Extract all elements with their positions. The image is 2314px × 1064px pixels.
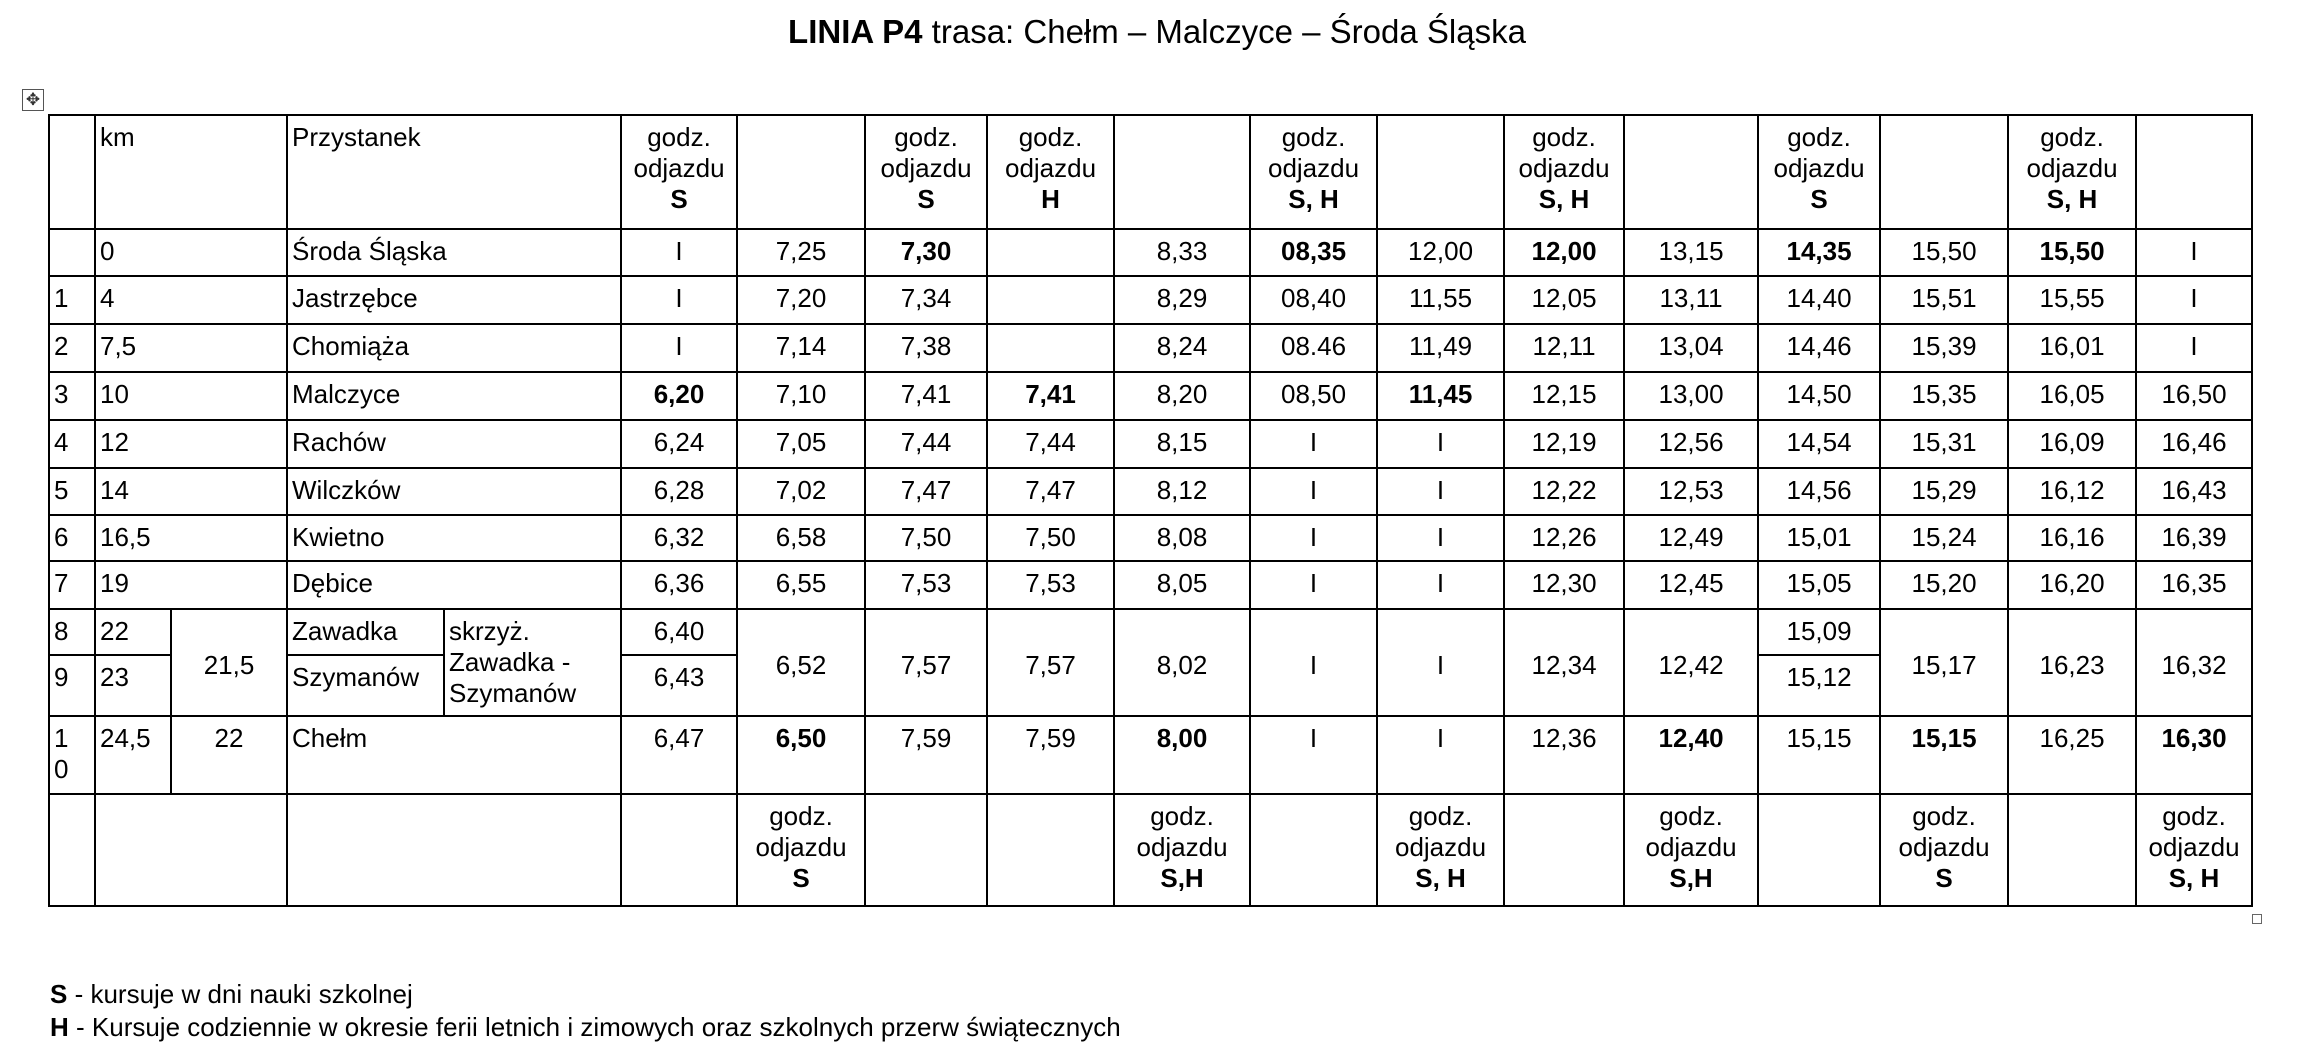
time-cell: 08.46	[1250, 324, 1377, 372]
time-cell: 14,35	[1758, 229, 1880, 276]
timetable	[48, 114, 2253, 907]
time-cell: 16,05	[2008, 372, 2136, 420]
time-cell: 08,35	[1250, 229, 1377, 276]
time-cell: 14,40	[1758, 276, 1880, 324]
footer-empty	[987, 794, 1114, 906]
row-lp: 2	[49, 324, 95, 372]
row-lp: 3	[49, 372, 95, 420]
time-cell: I	[1377, 609, 1504, 716]
time-cell: 15,51	[1880, 276, 2008, 324]
time-cell: 16,12	[2008, 468, 2136, 515]
header-empty	[1114, 115, 1250, 229]
row-lp: 6	[49, 515, 95, 561]
row-km: 12	[95, 420, 287, 468]
footer-dep-sh: godz. odjazdu S,H	[1114, 794, 1250, 906]
row-km: 22	[95, 609, 171, 655]
table-row	[49, 372, 2252, 420]
time-cell: 12,40	[1624, 716, 1758, 794]
time-cell: I	[1250, 609, 1377, 716]
table-move-handle-icon[interactable]: ✥	[22, 89, 44, 111]
time-cell: 8,08	[1114, 515, 1250, 561]
time-cell: 7,53	[865, 561, 987, 609]
header-lp	[49, 115, 95, 229]
time-cell: 8,00	[1114, 716, 1250, 794]
time-cell: 6,52	[737, 609, 865, 716]
time-cell: I	[1250, 561, 1377, 609]
time-cell: I	[1377, 561, 1504, 609]
time-cell: I	[621, 229, 737, 276]
time-cell: 7,34	[865, 276, 987, 324]
time-cell: 16,09	[2008, 420, 2136, 468]
time-cell: 13,15	[1624, 229, 1758, 276]
header-row	[49, 115, 2252, 229]
time-cell: 8,12	[1114, 468, 1250, 515]
header-empty	[1377, 115, 1504, 229]
time-cell: I	[2136, 229, 2252, 276]
row-stop: Chomiąża	[287, 324, 621, 372]
time-cell: I	[1250, 515, 1377, 561]
row-km-alt: 22	[171, 716, 287, 794]
time-cell: 6,55	[737, 561, 865, 609]
time-cell: 7,50	[987, 515, 1114, 561]
time-cell: 16,23	[2008, 609, 2136, 716]
time-cell	[987, 229, 1114, 276]
row-stop: Jastrzębce	[287, 276, 621, 324]
footer-empty	[2008, 794, 2136, 906]
time-cell: 13,00	[1624, 372, 1758, 420]
time-cell: 12,11	[1504, 324, 1624, 372]
row-km: 24,5	[95, 716, 171, 794]
legend-item-h: H - Kursuje codziennie w okresie ferii letnich i zimowych oraz szkolnych przerw świątecznych	[50, 1012, 1121, 1042]
header-dep-s: godz. odjazdu S	[621, 115, 737, 229]
row-km: 10	[95, 372, 287, 420]
time-cell: 7,25	[737, 229, 865, 276]
time-cell: 6,28	[621, 468, 737, 515]
time-cell: 15,31	[1880, 420, 2008, 468]
time-cell: 7,41	[987, 372, 1114, 420]
time-cell: I	[1377, 420, 1504, 468]
time-cell: 7,59	[987, 716, 1114, 794]
time-cell: 6,20	[621, 372, 737, 420]
time-cell: 16,25	[2008, 716, 2136, 794]
time-cell: 7,57	[987, 609, 1114, 716]
time-cell: 12,26	[1504, 515, 1624, 561]
time-cell: I	[1250, 468, 1377, 515]
time-cell: 14,50	[1758, 372, 1880, 420]
time-cell: 6,32	[621, 515, 737, 561]
row-stop: Rachów	[287, 420, 621, 468]
header-km: km	[95, 115, 287, 229]
time-cell	[987, 276, 1114, 324]
footer-header-row	[49, 794, 2252, 906]
row-lp: 9	[49, 655, 95, 716]
time-cell: 12,00	[1504, 229, 1624, 276]
time-cell: 7,50	[865, 515, 987, 561]
time-cell: 8,20	[1114, 372, 1250, 420]
row-km: 16,5	[95, 515, 287, 561]
row-lp: 5	[49, 468, 95, 515]
time-cell: 15,29	[1880, 468, 2008, 515]
header-dep-sh: godz. odjazdu S, H	[2008, 115, 2136, 229]
row-stop: Wilczków	[287, 468, 621, 515]
footer-empty	[1758, 794, 1880, 906]
row-km-alt: 21,5	[171, 609, 287, 716]
route-description: trasa: Chełm – Malczyce – Środa Śląska	[922, 13, 1526, 50]
time-cell: 15,24	[1880, 515, 2008, 561]
time-cell: 16,30	[2136, 716, 2252, 794]
time-cell: 15,09	[1758, 609, 1880, 655]
table-row	[49, 420, 2252, 468]
time-cell: 6,24	[621, 420, 737, 468]
line-number: LINIA P4	[788, 13, 923, 50]
time-cell: 16,20	[2008, 561, 2136, 609]
header-empty	[2136, 115, 2252, 229]
row-lp	[49, 229, 95, 276]
time-cell: 8,15	[1114, 420, 1250, 468]
footer-empty	[287, 794, 621, 906]
footer-dep-s: godz. odjazdu S	[1880, 794, 2008, 906]
time-cell: 15,05	[1758, 561, 1880, 609]
time-cell	[987, 324, 1114, 372]
time-cell: 7,20	[737, 276, 865, 324]
row-stop: Chełm	[287, 716, 621, 794]
time-cell: 12,42	[1624, 609, 1758, 716]
time-cell: 15,35	[1880, 372, 2008, 420]
table-row	[49, 468, 2252, 515]
legend-item-s: S - kursuje w dni nauki szkolnej	[50, 979, 413, 1009]
row-lp: 8	[49, 609, 95, 655]
header-dep-s: godz. odjazdu S	[1758, 115, 1880, 229]
table-row	[49, 324, 2252, 372]
time-cell: 7,38	[865, 324, 987, 372]
time-cell: 11,45	[1377, 372, 1504, 420]
time-cell: 7,47	[987, 468, 1114, 515]
time-cell: I	[1250, 716, 1377, 794]
time-cell: 7,44	[865, 420, 987, 468]
time-cell: I	[1250, 420, 1377, 468]
time-cell: 7,02	[737, 468, 865, 515]
time-cell: I	[2136, 324, 2252, 372]
time-cell: 8,02	[1114, 609, 1250, 716]
row-stop: Kwietno	[287, 515, 621, 561]
time-cell: 15,15	[1758, 716, 1880, 794]
header-dep-sh: godz. odjazdu S, H	[1250, 115, 1377, 229]
row-lp: 1	[49, 276, 95, 324]
time-cell: 16,16	[2008, 515, 2136, 561]
footer-empty	[1250, 794, 1377, 906]
table-row	[49, 515, 2252, 561]
junction-label: skrzyż. Zawadka - Szymanów	[444, 609, 621, 716]
time-cell: 7,14	[737, 324, 865, 372]
time-cell: 7,57	[865, 609, 987, 716]
time-cell: 14,46	[1758, 324, 1880, 372]
time-cell: I	[1377, 515, 1504, 561]
time-cell: 6,47	[621, 716, 737, 794]
footer-dep-sh: godz. odjazdu S, H	[2136, 794, 2252, 906]
time-cell: 12,00	[1377, 229, 1504, 276]
time-cell: 7,44	[987, 420, 1114, 468]
time-cell: 11,55	[1377, 276, 1504, 324]
row-stop: Dębice	[287, 561, 621, 609]
row-km: 0	[95, 229, 287, 276]
time-cell: 12,56	[1624, 420, 1758, 468]
time-cell: 15,50	[1880, 229, 2008, 276]
footer-empty	[49, 794, 95, 906]
time-cell: 16,50	[2136, 372, 2252, 420]
time-cell: I	[1377, 468, 1504, 515]
footer-dep-s: godz. odjazdu S	[737, 794, 865, 906]
time-cell: 6,36	[621, 561, 737, 609]
time-cell: 14,56	[1758, 468, 1880, 515]
row-km: 7,5	[95, 324, 287, 372]
time-cell: 12,34	[1504, 609, 1624, 716]
footer-dep-sh: godz. odjazdu S,H	[1624, 794, 1758, 906]
time-cell: 8,05	[1114, 561, 1250, 609]
time-cell: 12,36	[1504, 716, 1624, 794]
time-cell: 08,40	[1250, 276, 1377, 324]
row-lp: 7	[49, 561, 95, 609]
legend	[50, 978, 1121, 1044]
row-stop: Zawadka	[287, 609, 444, 655]
time-cell: 16,35	[2136, 561, 2252, 609]
time-cell: 12,19	[1504, 420, 1624, 468]
footer-empty	[95, 794, 287, 906]
time-cell: 15,12	[1758, 655, 1880, 716]
header-dep-h: godz. odjazdu H	[987, 115, 1114, 229]
time-cell: 12,05	[1504, 276, 1624, 324]
time-cell: 12,53	[1624, 468, 1758, 515]
time-cell: 7,05	[737, 420, 865, 468]
time-cell: 14,54	[1758, 420, 1880, 468]
table-row	[49, 561, 2252, 609]
footer-empty	[1504, 794, 1624, 906]
time-cell: 16,32	[2136, 609, 2252, 716]
time-cell: 15,20	[1880, 561, 2008, 609]
time-cell: 12,45	[1624, 561, 1758, 609]
time-cell: 7,47	[865, 468, 987, 515]
time-cell: 16,01	[2008, 324, 2136, 372]
time-cell: 08,50	[1250, 372, 1377, 420]
footer-empty	[621, 794, 737, 906]
time-cell: 12,22	[1504, 468, 1624, 515]
table-row	[49, 609, 2252, 655]
time-cell: I	[621, 324, 737, 372]
time-cell: 11,49	[1377, 324, 1504, 372]
row-km: 4	[95, 276, 287, 324]
row-km: 14	[95, 468, 287, 515]
table-row	[49, 716, 2252, 794]
time-cell: I	[621, 276, 737, 324]
time-cell: 13,04	[1624, 324, 1758, 372]
time-cell: 15,55	[2008, 276, 2136, 324]
time-cell: 8,29	[1114, 276, 1250, 324]
table-resize-handle[interactable]	[2252, 914, 2262, 924]
time-cell: I	[2136, 276, 2252, 324]
time-cell: 15,50	[2008, 229, 2136, 276]
page-title	[0, 10, 2314, 54]
time-cell: 15,39	[1880, 324, 2008, 372]
row-km: 23	[95, 655, 171, 716]
row-stop: Malczyce	[287, 372, 621, 420]
time-cell: 7,10	[737, 372, 865, 420]
time-cell: 12,15	[1504, 372, 1624, 420]
time-cell: 15,17	[1880, 609, 2008, 716]
time-cell: 8,24	[1114, 324, 1250, 372]
header-empty	[737, 115, 865, 229]
time-cell: 16,46	[2136, 420, 2252, 468]
time-cell: 12,30	[1504, 561, 1624, 609]
time-cell: 12,49	[1624, 515, 1758, 561]
time-cell: I	[1377, 716, 1504, 794]
footer-empty	[865, 794, 987, 906]
time-cell: 7,53	[987, 561, 1114, 609]
time-cell: 15,15	[1880, 716, 2008, 794]
header-dep-sh: godz. odjazdu S, H	[1504, 115, 1624, 229]
time-cell: 7,59	[865, 716, 987, 794]
header-empty	[1880, 115, 2008, 229]
row-lp: 1 0	[49, 716, 95, 794]
time-cell: 13,11	[1624, 276, 1758, 324]
time-cell: 8,33	[1114, 229, 1250, 276]
time-cell: 6,50	[737, 716, 865, 794]
header-empty	[1624, 115, 1758, 229]
time-cell: 6,58	[737, 515, 865, 561]
time-cell: 16,43	[2136, 468, 2252, 515]
row-stop: Środa Śląska	[287, 229, 621, 276]
table-row	[49, 276, 2252, 324]
row-lp: 4	[49, 420, 95, 468]
header-stop: Przystanek	[287, 115, 621, 229]
footer-dep-sh: godz. odjazdu S, H	[1377, 794, 1504, 906]
time-cell: 6,43	[621, 655, 737, 716]
row-km: 19	[95, 561, 287, 609]
row-stop: Szymanów	[287, 655, 444, 716]
time-cell: 6,40	[621, 609, 737, 655]
time-cell: 15,01	[1758, 515, 1880, 561]
time-cell: 16,39	[2136, 515, 2252, 561]
time-cell: 7,41	[865, 372, 987, 420]
time-cell: 7,30	[865, 229, 987, 276]
table-row	[49, 229, 2252, 276]
header-dep-s: godz. odjazdu S	[865, 115, 987, 229]
